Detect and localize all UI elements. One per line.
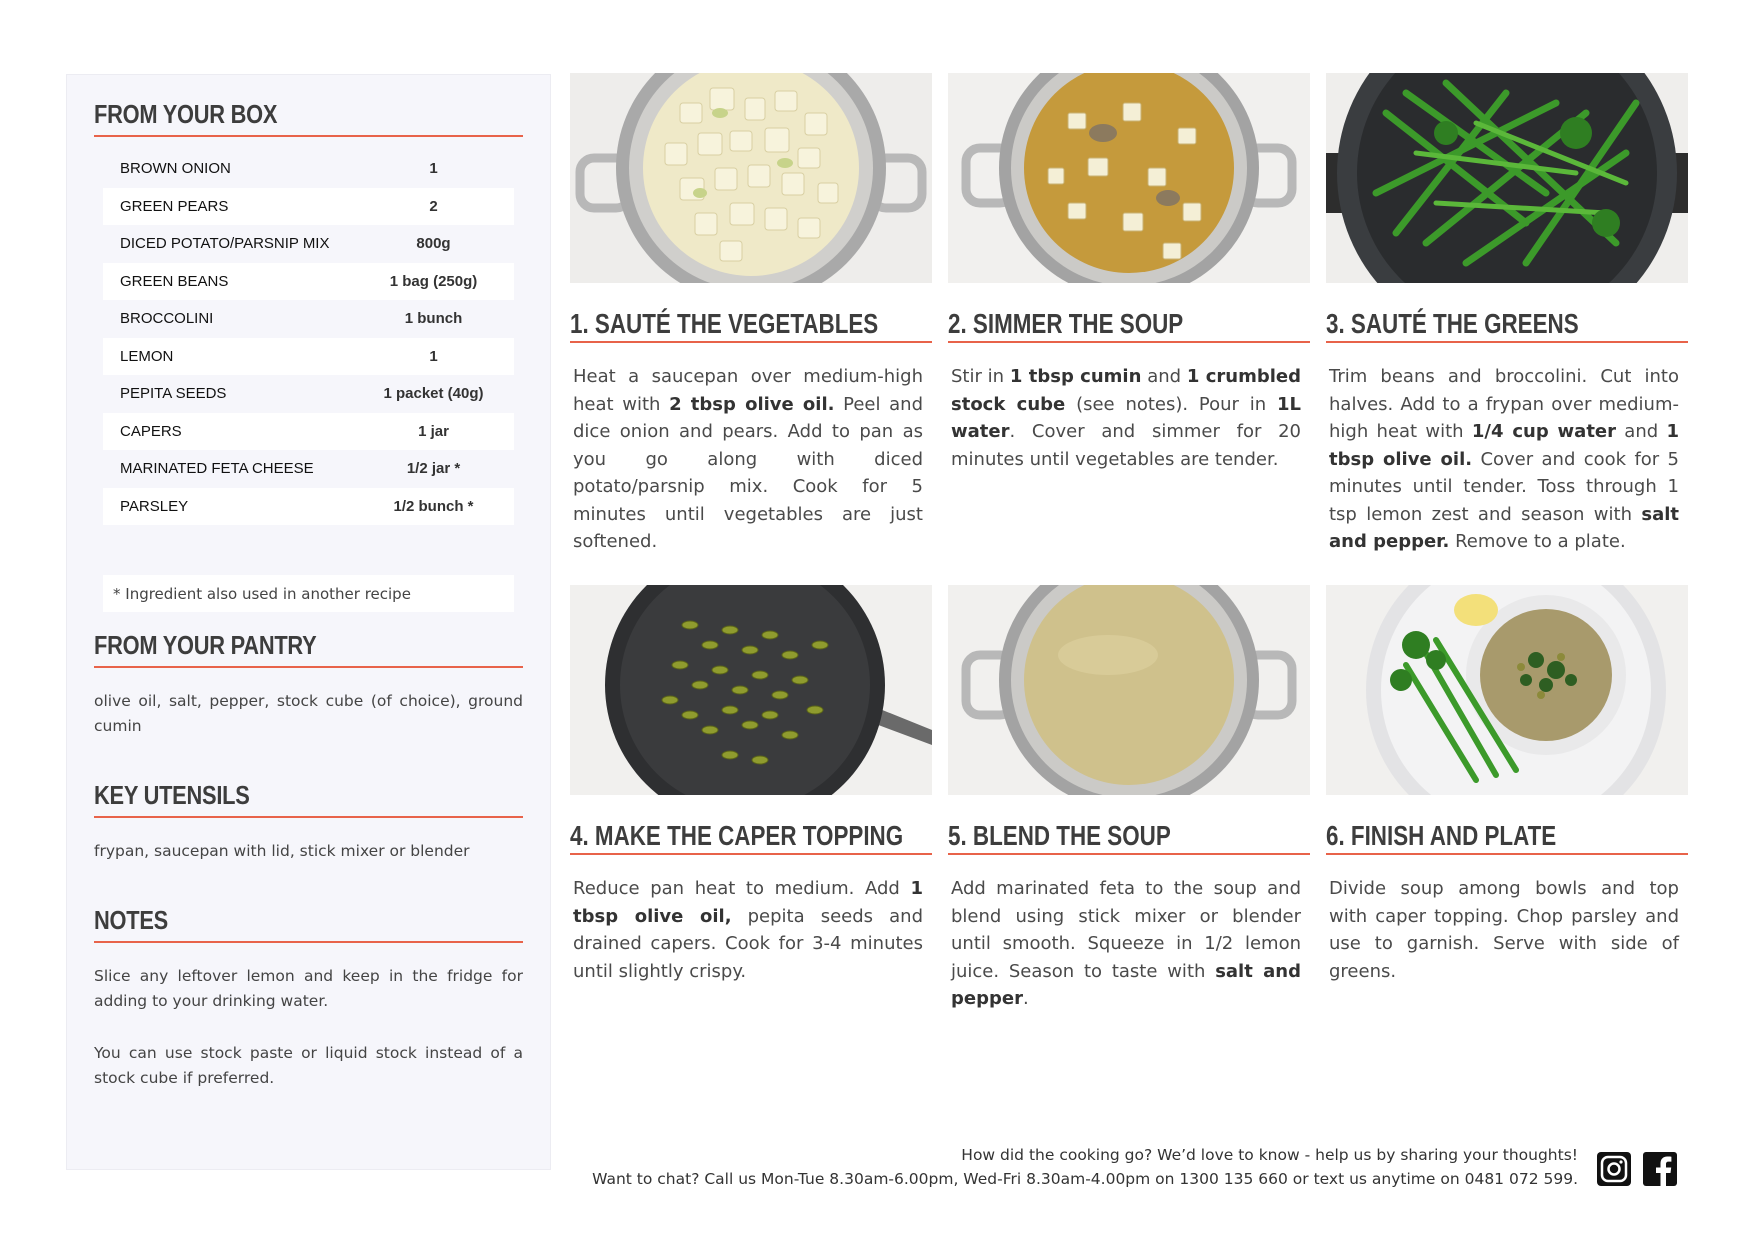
- ingredient-name: LEMON: [120, 347, 174, 365]
- step-text-run: Cover and cook for 5 minutes until tender. Toss through 1 tsp lemon zest and season with: [1329, 448, 1680, 525]
- step-photo-blended-soup: [948, 585, 1310, 795]
- step-text-run: Reduce pan heat to medium. Add: [573, 878, 911, 899]
- step-card: [1326, 585, 1688, 982]
- step-card: [570, 585, 932, 982]
- step-card: [948, 585, 1310, 1009]
- step-text-run: Stir in: [951, 366, 1010, 387]
- ingredient-name: PEPITA SEEDS: [120, 385, 227, 403]
- step-photo-plated-soup: [1326, 585, 1688, 795]
- ingredient-qty: 1 jar: [418, 422, 449, 440]
- notes-heading: NOTES: [94, 905, 168, 935]
- ingredients-sidebar: [66, 74, 551, 1170]
- ingredient-name: BROCCOLINI: [120, 310, 214, 328]
- step-card: [570, 73, 932, 552]
- feedback-text: How did the cooking go? We’d love to know - help us by sharing your thoughts!: [961, 1146, 1578, 1164]
- contact-text: Want to chat? Call us Mon-Tue 8.30am-6.00pm, Wed-Fri 8.30am-4.00pm on 1300 135 660 or text us anytime on 0481 072 599.: [592, 1170, 1578, 1188]
- ingredient-name: MARINATED FETA CHEESE: [120, 460, 314, 478]
- ingredient-row: [103, 488, 514, 526]
- step-text-emphasis: salt and pepper: [951, 960, 1301, 1009]
- ingredient-row: [103, 300, 514, 338]
- ingredient-row: [103, 188, 514, 226]
- step-title: 6. FINISH AND PLATE: [1326, 820, 1557, 851]
- step-rule: [570, 341, 932, 343]
- step-rule: [948, 341, 1310, 343]
- step-text-emphasis: 1/4 cup water: [1471, 421, 1617, 442]
- step-rule: [1326, 853, 1688, 855]
- step-text-emphasis: 1 tbsp olive oil.: [1329, 421, 1679, 470]
- step-photo-frypan-pepitas: [570, 585, 932, 795]
- notes-heading-rule: [94, 941, 523, 943]
- step-text-emphasis: salt and pepper.: [1329, 503, 1679, 552]
- step-title: 2. SIMMER THE SOUP: [948, 308, 1184, 339]
- ingredients-table: [103, 150, 514, 525]
- pantry-heading-rule: [94, 666, 523, 668]
- ingredient-row: [103, 150, 514, 188]
- step-text: [1329, 363, 1679, 556]
- ingredient-qty: 2: [429, 197, 438, 215]
- step-text-run: pepita seeds and drained capers. Cook for 3-4 minutes until slightly crispy.: [573, 905, 924, 982]
- ingredient-name: PARSLEY: [120, 497, 189, 515]
- pantry-text: olive oil, salt, pepper, stock cube (of choice), ground cumin: [94, 692, 523, 735]
- pantry-heading: FROM YOUR PANTRY: [94, 630, 317, 660]
- ingredient-qty: 1: [429, 160, 438, 178]
- step-text-run: Add marinated feta to the soup and blend using stick mixer or blender until smooth. Squeeze in 1/2 lemon juice. Season to taste with: [951, 878, 1301, 982]
- ingredient-row: [103, 413, 514, 451]
- step-card: [1326, 73, 1688, 552]
- step-text-run: Divide soup among bowls and top with caper topping. Chop parsley and use to garnish. Serve with side of greens.: [1329, 878, 1679, 982]
- step-text-emphasis: 1 crumbled stock cube: [951, 366, 1301, 415]
- ingredient-name: GREEN PEARS: [120, 197, 229, 215]
- step-text-emphasis: 1L water: [951, 393, 1301, 442]
- ingredient-qty: 1/2 bunch *: [393, 497, 474, 515]
- step-text-run: (see notes). Pour in: [1065, 393, 1277, 415]
- ingredient-qty: 1 bunch: [404, 310, 463, 328]
- step-text-run: . Cover and simmer for 20 minutes until vegetables are tender.: [951, 421, 1301, 470]
- ingredient-name: GREEN BEANS: [120, 272, 229, 290]
- step-text-emphasis: 1 tbsp cumin: [1009, 366, 1142, 387]
- step-rule: [570, 853, 932, 855]
- step-title: 3. SAUTÉ THE GREENS: [1326, 308, 1579, 339]
- ingredient-qty: 1/2 jar *: [406, 460, 461, 478]
- ingredient-qty: 1 packet (40g): [383, 385, 484, 403]
- ingredient-qty: 800g: [416, 235, 451, 253]
- step-text: [573, 875, 923, 985]
- step-title: 4. MAKE THE CAPER TOPPING: [570, 820, 904, 851]
- step-text-run: Heat a saucepan over medium-high heat with: [573, 366, 923, 415]
- step-photo-frypan-greens: [1326, 73, 1688, 283]
- step-text-run: .: [1022, 988, 1029, 1009]
- facebook-icon[interactable]: [1642, 1151, 1678, 1187]
- step-text-emphasis: 2 tbsp olive oil.: [669, 393, 835, 415]
- ingredient-row: [103, 450, 514, 488]
- step-text-run: Remove to a plate.: [1449, 531, 1626, 552]
- utensils-heading-rule: [94, 816, 523, 818]
- ingredient-row: [103, 263, 514, 301]
- step-photo-pot-soup: [948, 73, 1310, 283]
- step-text: [951, 363, 1301, 473]
- step-text-emphasis: 1 tbsp olive oil,: [573, 878, 923, 927]
- step-title: 1. SAUTÉ THE VEGETABLES: [570, 308, 879, 339]
- ingredient-row: [103, 375, 514, 413]
- step-text-run: and: [1616, 421, 1667, 442]
- ingredient-row: [103, 338, 514, 376]
- step-rule: [1326, 341, 1688, 343]
- step-text-run: and: [1141, 366, 1187, 387]
- ingredient-qty: 1: [429, 347, 438, 365]
- ingredient-footnote: * Ingredient also used in another recipe: [103, 575, 514, 612]
- step-text: [573, 363, 923, 556]
- step-card: [948, 73, 1310, 470]
- instagram-icon[interactable]: [1596, 1151, 1632, 1187]
- box-heading: FROM YOUR BOX: [94, 99, 278, 129]
- step-title: 5. BLEND THE SOUP: [948, 820, 1171, 851]
- ingredient-name: DICED POTATO/PARSNIP MIX: [120, 235, 330, 253]
- utensils-heading: KEY UTENSILS: [94, 780, 250, 810]
- ingredient-qty: 1 bag (250g): [389, 272, 478, 290]
- step-rule: [948, 853, 1310, 855]
- ingredient-name: BROWN ONION: [120, 160, 231, 178]
- step-text-run: Trim beans and broccolini. Cut into halves. Add to a frypan over medium-high heat with: [1329, 366, 1679, 442]
- step-photo-pot-vegetables: [570, 73, 932, 283]
- note-text: Slice any leftover lemon and keep in the fridge for adding to your drinking water.: [94, 967, 523, 1010]
- utensils-text: frypan, saucepan with lid, stick mixer or blender: [94, 842, 470, 860]
- step-text: [951, 875, 1301, 1013]
- box-heading-rule: [94, 135, 523, 137]
- note-text: You can use stock paste or liquid stock instead of a stock cube if preferred.: [94, 1044, 523, 1087]
- step-text-run: Peel and dice onion and pears. Add to pan as you go along with diced potato/parsnip mix. Cook for 5 minutes until vegetables are just softened.: [573, 393, 924, 552]
- ingredient-row: [103, 225, 514, 263]
- ingredient-name: CAPERS: [120, 422, 182, 440]
- step-text: [1329, 875, 1679, 985]
